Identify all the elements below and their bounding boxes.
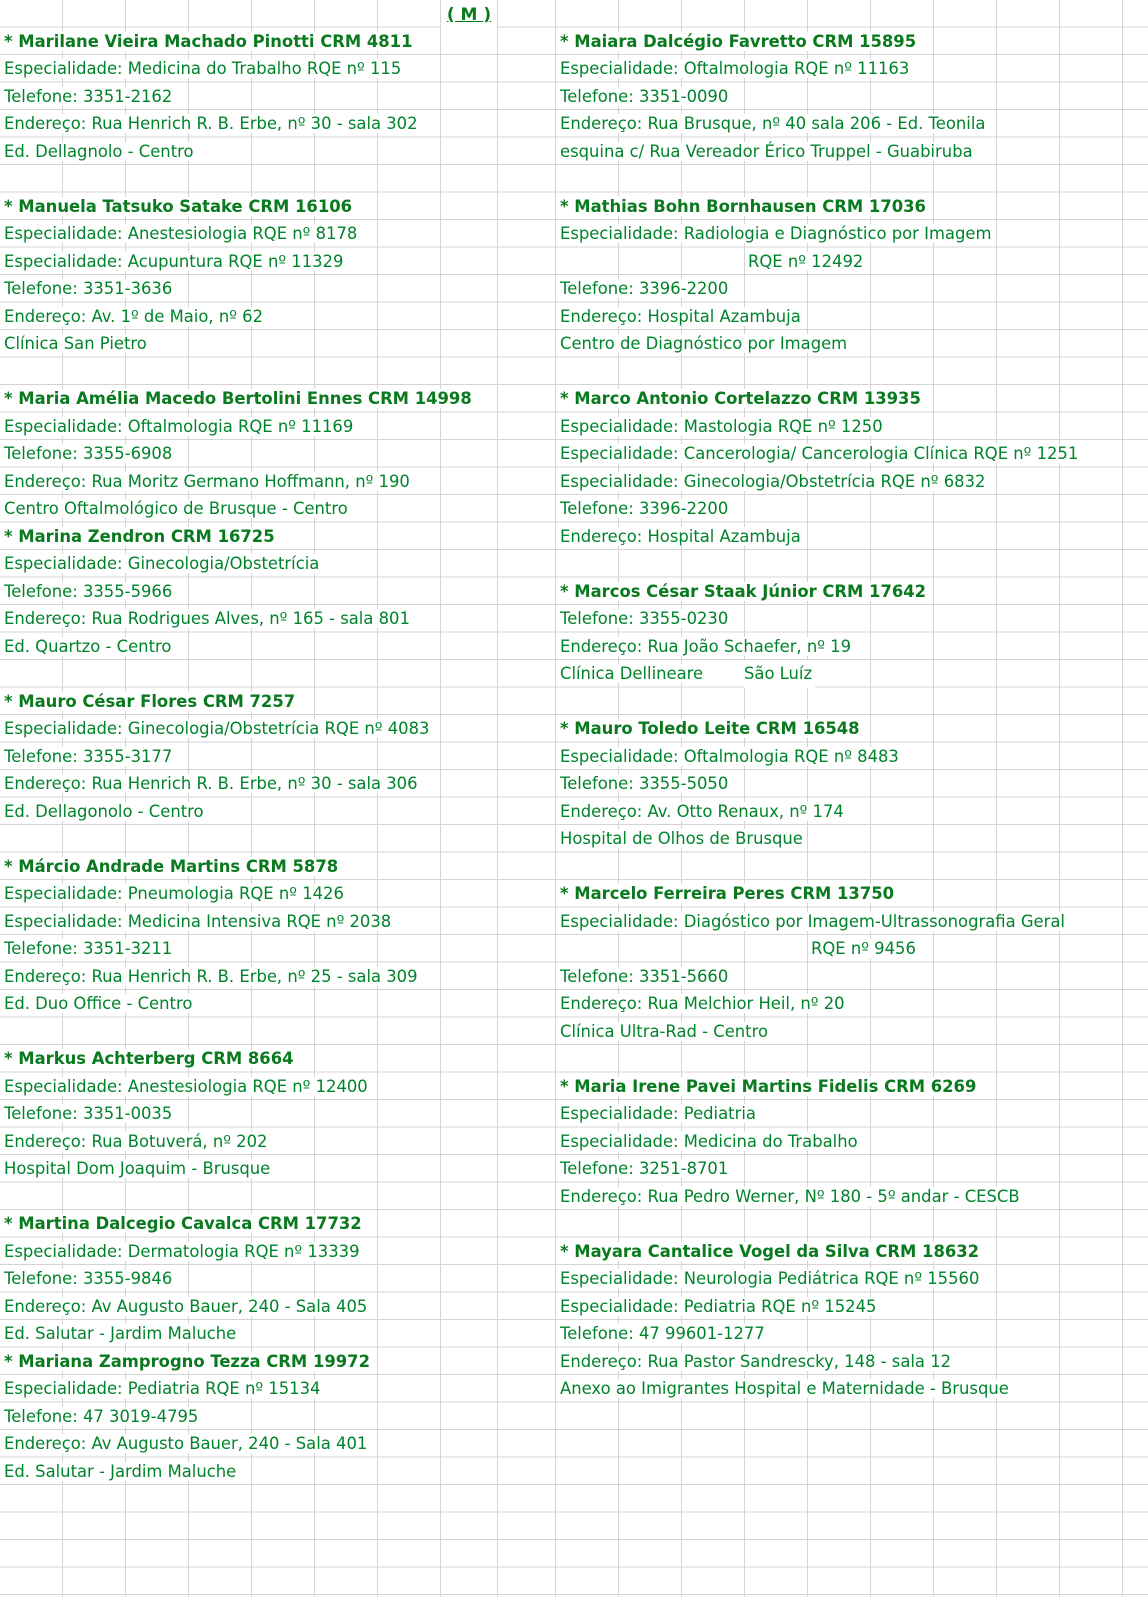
detail-text: Especialidade: Oftalmologia RQE nº 11163 bbox=[560, 59, 912, 78]
detail-line bbox=[556, 83, 1081, 111]
doctor-name bbox=[0, 28, 475, 56]
detail-line bbox=[556, 1375, 1081, 1403]
detail-line bbox=[556, 468, 1081, 496]
detail-line bbox=[556, 440, 1081, 468]
doctor-entry bbox=[0, 688, 475, 853]
detail-text: Endereço: Av Augusto Bauer, 240 - Sala 405 bbox=[4, 1297, 370, 1316]
doctor-name-text: * Maria Amélia Macedo Bertolini Ennes CRM 14998 bbox=[4, 389, 475, 408]
detail-text: Telefone: 3351-5660 bbox=[560, 967, 731, 986]
detail-text: Especialidade: Pediatria bbox=[560, 1104, 759, 1123]
detail-text: Especialidade: Anestesiologia RQE nº 8178 bbox=[4, 224, 360, 243]
detail-line bbox=[0, 1238, 475, 1266]
doctor-name bbox=[0, 688, 475, 716]
detail-text: Telefone: 47 99601-1277 bbox=[560, 1324, 768, 1343]
detail-line bbox=[0, 990, 475, 1018]
detail-text: esquina c/ Rua Vereador Érico Truppel - Guabiruba bbox=[560, 142, 976, 161]
detail-line bbox=[556, 1348, 1081, 1376]
title-row bbox=[0, 0, 475, 28]
detail-text: Endereço: Rua João Schaefer, nº 19 bbox=[560, 637, 854, 656]
doctor-name-text: * Mauro Toledo Leite CRM 16548 bbox=[560, 719, 863, 738]
spacer-row bbox=[556, 550, 1081, 578]
doctor-name bbox=[556, 1238, 1081, 1266]
doctor-name-text: * Marco Antonio Cortelazzo CRM 13935 bbox=[560, 389, 924, 408]
detail-text: Endereço: Av. 1º de Maio, nº 62 bbox=[4, 307, 266, 326]
detail-line bbox=[0, 1293, 475, 1321]
detail-text: Endereço: Rua Botuverá, nº 202 bbox=[4, 1132, 270, 1151]
detail-line bbox=[556, 963, 1081, 991]
spacer-row bbox=[556, 1210, 1081, 1238]
detail-line bbox=[0, 55, 475, 83]
spacer-row bbox=[0, 1485, 475, 1513]
doctor-name-text: * Martina Dalcegio Cavalca CRM 17732 bbox=[4, 1214, 365, 1233]
doctor-name-text: * Mathias Bohn Bornhausen CRM 17036 bbox=[560, 197, 929, 216]
detail-line bbox=[0, 963, 475, 991]
doctor-name bbox=[556, 578, 1081, 606]
spacer-row bbox=[0, 358, 475, 386]
detail-line bbox=[556, 633, 1081, 661]
detail-line bbox=[0, 880, 475, 908]
detail-text: Telefone: 3355-3177 bbox=[4, 747, 175, 766]
detail-text: Telefone: 3351-3636 bbox=[4, 279, 175, 298]
detail-line bbox=[0, 1265, 475, 1293]
detail-text: Clínica Dellineare bbox=[560, 664, 706, 683]
doctor-name bbox=[556, 880, 1081, 908]
detail-line bbox=[0, 138, 475, 166]
doctor-name-text: * Mayara Cantalice Vogel da Silva CRM 18632 bbox=[560, 1242, 982, 1261]
detail-line bbox=[556, 1155, 1081, 1183]
detail-text: Especialidade: Oftalmologia RQE nº 11169 bbox=[4, 417, 356, 436]
doctor-name bbox=[556, 28, 1081, 56]
detail-text: Telefone: 3351-3211 bbox=[4, 939, 175, 958]
detail-text: Endereço: Av Augusto Bauer, 240 - Sala 401 bbox=[4, 1434, 370, 1453]
detail-text: Endereço: Av. Otto Renaux, nº 174 bbox=[560, 802, 847, 821]
detail-line bbox=[0, 1128, 475, 1156]
detail-text: Endereço: Rua Henrich R. B. Erbe, nº 30 - sala 302 bbox=[4, 114, 421, 133]
detail-text: Especialidade: Pediatria RQE nº 15245 bbox=[560, 1297, 879, 1316]
doctor-name-text: * Márcio Andrade Martins CRM 5878 bbox=[4, 857, 341, 876]
detail-text: Hospital de Olhos de Brusque bbox=[560, 829, 806, 848]
detail-line bbox=[556, 275, 1081, 303]
detail-text: Especialidade: Medicina do Trabalho bbox=[560, 1132, 861, 1151]
detail-line bbox=[556, 248, 1081, 276]
detail-text: Endereço: Rua Brusque, nº 40 sala 206 - Ed. Teonila bbox=[560, 114, 988, 133]
doctor-name bbox=[0, 193, 475, 221]
doctor-entry bbox=[556, 1238, 1081, 1431]
detail-text: Telefone: 3355-5050 bbox=[560, 774, 731, 793]
doctor-name-text: * Mariana Zamprogno Tezza CRM 19972 bbox=[4, 1352, 373, 1371]
doctor-entry bbox=[556, 193, 1081, 386]
detail-text: Especialidade: Anestesiologia RQE nº 12400 bbox=[4, 1077, 371, 1096]
detail-line bbox=[0, 550, 475, 578]
doctor-name-text: * Markus Achterberg CRM 8664 bbox=[4, 1049, 297, 1068]
doctor-name bbox=[0, 385, 475, 413]
doctor-entry bbox=[556, 28, 1081, 193]
doctor-entry bbox=[556, 880, 1081, 1073]
detail-text: Especialidade: Pneumologia RQE nº 1426 bbox=[4, 884, 347, 903]
detail-line bbox=[556, 495, 1081, 523]
detail-line bbox=[0, 743, 475, 771]
detail-line bbox=[0, 495, 475, 523]
detail-line bbox=[0, 908, 475, 936]
detail-line bbox=[556, 660, 1081, 688]
detail-line bbox=[0, 1403, 475, 1431]
doctor-entry bbox=[0, 523, 475, 688]
spacer-row bbox=[556, 1403, 1081, 1431]
doctor-name bbox=[556, 715, 1081, 743]
detail-text: Especialidade: Pediatria RQE nº 15134 bbox=[4, 1379, 323, 1398]
doctor-entry bbox=[0, 193, 475, 386]
detail-text: Clínica San Pietro bbox=[4, 334, 150, 353]
detail-line bbox=[556, 413, 1081, 441]
detail-line bbox=[0, 935, 475, 963]
detail-line bbox=[0, 1320, 475, 1348]
doctor-entry bbox=[556, 715, 1081, 880]
detail-line bbox=[556, 605, 1081, 633]
detail-text: Telefone: 3396-2200 bbox=[560, 499, 731, 518]
detail-line bbox=[0, 330, 475, 358]
doctor-name bbox=[0, 1045, 475, 1073]
detail-text: Especialidade: Cancerologia/ Cancerologia Clínica RQE nº 1251 bbox=[560, 444, 1081, 463]
doctor-name-text: * Marcelo Ferreira Peres CRM 13750 bbox=[560, 884, 897, 903]
detail-line bbox=[556, 935, 1081, 963]
doctor-entry bbox=[556, 578, 1081, 716]
detail-text: Especialidade: Medicina Intensiva RQE nº 2038 bbox=[4, 912, 394, 931]
detail-text: Centro de Diagnóstico por Imagem bbox=[560, 334, 850, 353]
detail-text: Endereço: Rua Pastor Sandrescky, 148 - sala 12 bbox=[560, 1352, 954, 1371]
detail-text: Telefone: 3351-0090 bbox=[560, 87, 731, 106]
detail-text: Especialidade: Ginecologia/Obstetrícia RQE nº 4083 bbox=[4, 719, 432, 738]
doctor-name bbox=[0, 853, 475, 881]
detail-line bbox=[0, 220, 475, 248]
detail-text: Especialidade: Dermatologia RQE nº 13339 bbox=[4, 1242, 363, 1261]
spacer-row bbox=[556, 1045, 1081, 1073]
detail-line bbox=[556, 1128, 1081, 1156]
doctor-entry bbox=[0, 853, 475, 1046]
spacer-row bbox=[0, 825, 475, 853]
doctor-name bbox=[0, 1348, 475, 1376]
detail-line bbox=[0, 633, 475, 661]
detail-text: Ed. Dellagonolo - Centro bbox=[4, 802, 207, 821]
title-row bbox=[556, 0, 1081, 28]
doctor-name bbox=[556, 193, 1081, 221]
detail-text: Centro Oftalmológico de Brusque - Centro bbox=[4, 499, 351, 518]
detail-text: Telefone: 3351-2162 bbox=[4, 87, 175, 106]
right-column bbox=[556, 0, 1081, 1430]
detail-line bbox=[556, 798, 1081, 826]
detail-text: Especialidade: Medicina do Trabalho RQE nº 115 bbox=[4, 59, 404, 78]
detail-line bbox=[0, 303, 475, 331]
detail-text: Especialidade: Mastologia RQE nº 1250 bbox=[560, 417, 886, 436]
detail-text: Ed. Dellagnolo - Centro bbox=[4, 142, 197, 161]
detail-line bbox=[0, 798, 475, 826]
doctor-name bbox=[556, 385, 1081, 413]
sheet-title: ( M ) bbox=[441, 0, 497, 28]
detail-line bbox=[0, 110, 475, 138]
detail-line bbox=[0, 1430, 475, 1458]
detail-text: Especialidade: Oftalmologia RQE nº 8483 bbox=[560, 747, 902, 766]
detail-text: Endereço: Rua Melchior Heil, nº 20 bbox=[560, 994, 848, 1013]
detail-line bbox=[0, 1155, 475, 1183]
detail-line bbox=[0, 1375, 475, 1403]
detail-text: Telefone: 3351-0035 bbox=[4, 1104, 175, 1123]
detail-line bbox=[0, 440, 475, 468]
detail-line bbox=[556, 990, 1081, 1018]
detail-text: Endereço: Rua Pedro Werner, Nº 180 - 5º andar - CESCB bbox=[560, 1187, 1023, 1206]
detail-line bbox=[556, 110, 1081, 138]
detail-text: Telefone: 3355-0230 bbox=[560, 609, 731, 628]
doctor-name-text: * Maria Irene Pavei Martins Fidelis CRM 6269 bbox=[560, 1077, 979, 1096]
detail-text: Telefone: 3355-6908 bbox=[4, 444, 175, 463]
detail-line bbox=[0, 578, 475, 606]
detail-line bbox=[556, 55, 1081, 83]
detail-line bbox=[556, 523, 1081, 551]
doctor-entry bbox=[0, 1348, 475, 1513]
spacer-row bbox=[556, 688, 1081, 716]
spacer-row bbox=[0, 660, 475, 688]
detail-text: Telefone: 3251-8701 bbox=[560, 1159, 731, 1178]
detail-line bbox=[556, 138, 1081, 166]
detail-text: Ed. Salutar - Jardim Maluche bbox=[4, 1324, 239, 1343]
doctor-name-text: * Marcos César Staak Júnior CRM 17642 bbox=[560, 582, 929, 601]
detail-text: Especialidade: Diagóstico por Imagem-Ultrassonografia Geral bbox=[560, 912, 1068, 931]
detail-line bbox=[556, 330, 1081, 358]
doctor-name-text: * Manuela Tatsuko Satake CRM 16106 bbox=[4, 197, 355, 216]
detail-text: Clínica Ultra-Rad - Centro bbox=[560, 1022, 771, 1041]
detail-line bbox=[556, 1265, 1081, 1293]
spacer-row bbox=[0, 1183, 475, 1211]
detail-line bbox=[0, 770, 475, 798]
doctor-name bbox=[0, 1210, 475, 1238]
left-column bbox=[0, 0, 475, 1513]
detail-text: Endereço: Rua Rodrigues Alves, nº 165 - sala 801 bbox=[4, 609, 413, 628]
detail-text: Endereço: Hospital Azambuja bbox=[560, 307, 804, 326]
detail-text: Telefone: 3355-9846 bbox=[4, 1269, 175, 1288]
spacer-row bbox=[0, 165, 475, 193]
doctor-name-text: * Maiara Dalcégio Favretto CRM 15895 bbox=[560, 32, 919, 51]
detail-text: Ed. Salutar - Jardim Maluche bbox=[4, 1462, 239, 1481]
detail-text: São Luíz bbox=[744, 660, 815, 688]
detail-line bbox=[0, 248, 475, 276]
detail-text: Ed. Quartzo - Centro bbox=[4, 637, 174, 656]
doctor-name bbox=[0, 523, 475, 551]
detail-line bbox=[556, 1293, 1081, 1321]
detail-text: RQE nº 9456 bbox=[811, 939, 919, 958]
detail-line bbox=[0, 413, 475, 441]
detail-text: Telefone: 3355-5966 bbox=[4, 582, 175, 601]
detail-line bbox=[0, 1458, 475, 1486]
detail-text: Especialidade: Neurologia Pediátrica RQE nº 15560 bbox=[560, 1269, 982, 1288]
detail-line bbox=[556, 825, 1081, 853]
detail-line bbox=[556, 1018, 1081, 1046]
detail-line bbox=[556, 908, 1081, 936]
doctor-entry bbox=[556, 1073, 1081, 1238]
detail-text: Endereço: Rua Henrich R. B. Erbe, nº 25 - sala 309 bbox=[4, 967, 421, 986]
detail-line bbox=[556, 1183, 1081, 1211]
doctor-entry bbox=[0, 385, 475, 523]
detail-text: Endereço: Rua Henrich R. B. Erbe, nº 30 - sala 306 bbox=[4, 774, 421, 793]
detail-line bbox=[0, 468, 475, 496]
detail-line bbox=[556, 770, 1081, 798]
spacer-row bbox=[0, 1018, 475, 1046]
spacer-row bbox=[556, 358, 1081, 386]
doctor-name-text: * Mauro César Flores CRM 7257 bbox=[4, 692, 298, 711]
detail-text: Endereço: Rua Moritz Germano Hoffmann, nº 190 bbox=[4, 472, 413, 491]
doctor-entry bbox=[0, 28, 475, 193]
detail-line bbox=[0, 83, 475, 111]
detail-text: Anexo ao Imigrantes Hospital e Maternidade - Brusque bbox=[560, 1379, 1012, 1398]
detail-text: Especialidade: Ginecologia/Obstetrícia RQE nº 6832 bbox=[560, 472, 988, 491]
spacer-row bbox=[556, 165, 1081, 193]
detail-line bbox=[556, 743, 1081, 771]
detail-line bbox=[0, 275, 475, 303]
detail-text: Telefone: 3396-2200 bbox=[560, 279, 731, 298]
detail-line bbox=[0, 715, 475, 743]
detail-line bbox=[0, 1073, 475, 1101]
spacer-row bbox=[556, 853, 1081, 881]
detail-line bbox=[556, 303, 1081, 331]
doctor-entry bbox=[556, 385, 1081, 578]
detail-text: Ed. Duo Office - Centro bbox=[4, 994, 195, 1013]
detail-line bbox=[0, 605, 475, 633]
doctor-name-text: * Marina Zendron CRM 16725 bbox=[4, 527, 278, 546]
doctor-name bbox=[556, 1073, 1081, 1101]
doctor-name-text: * Marilane Vieira Machado Pinotti CRM 4811 bbox=[4, 32, 415, 51]
detail-line bbox=[556, 1320, 1081, 1348]
doctor-entry bbox=[0, 1045, 475, 1210]
doctor-entry bbox=[0, 1210, 475, 1348]
detail-text: Especialidade: Ginecologia/Obstetrícia bbox=[4, 554, 322, 573]
detail-text: Telefone: 47 3019-4795 bbox=[4, 1407, 201, 1426]
detail-line bbox=[556, 220, 1081, 248]
detail-text: Especialidade: Radiologia e Diagnóstico por Imagem bbox=[560, 224, 994, 243]
detail-text: Hospital Dom Joaquim - Brusque bbox=[4, 1159, 273, 1178]
detail-line bbox=[0, 1100, 475, 1128]
detail-text: RQE nº 12492 bbox=[748, 252, 866, 271]
detail-line bbox=[556, 1100, 1081, 1128]
detail-text: Endereço: Hospital Azambuja bbox=[560, 527, 804, 546]
detail-text: Especialidade: Acupuntura RQE nº 11329 bbox=[4, 252, 346, 271]
